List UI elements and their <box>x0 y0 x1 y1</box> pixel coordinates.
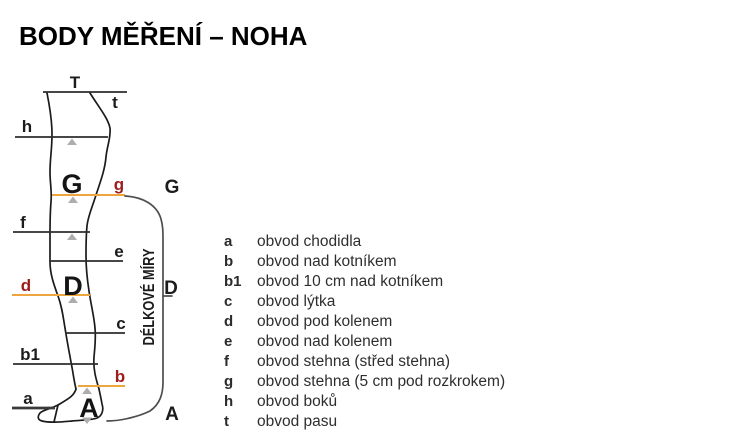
legend-row-d <box>224 312 505 332</box>
legend-description: obvod nad kotníkem <box>257 253 397 270</box>
diagram-label-G-leg: G <box>61 169 83 199</box>
diagram-label-c: c <box>116 314 126 333</box>
diagram-label-b-line: b <box>114 367 126 386</box>
diagram-label-D-bracket: D <box>164 278 178 299</box>
legend-key: t <box>224 413 229 430</box>
legend-description: obvod stehna (5 cm pod rozkrokem) <box>257 373 506 390</box>
diagram-label-G-bracket: G <box>164 177 180 198</box>
measurement-legend <box>224 232 505 432</box>
legend-row-b <box>224 252 505 272</box>
legend-description: obvod stehna (střed stehna) <box>257 353 451 370</box>
legend-row-a <box>224 232 505 252</box>
diagram-label-h: h <box>21 117 33 136</box>
diagram-label-f: f <box>20 213 26 232</box>
legend-description: obvod 10 cm nad kotníkem <box>257 273 444 290</box>
legend-key: g <box>224 373 234 390</box>
marker-triangle-up <box>67 139 77 146</box>
legend-description: obvod boků <box>257 393 338 410</box>
diagram-label-A-leg: A <box>79 393 99 423</box>
legend-description: obvod chodidla <box>257 233 362 250</box>
legend-description: obvod pasu <box>257 413 338 430</box>
legend-row-f <box>224 352 505 372</box>
legend-key: a <box>224 233 233 250</box>
diagram-label-g-line: g <box>113 175 125 194</box>
legend-description: obvod pod kolenem <box>257 313 393 330</box>
diagram-label-b1: b1 <box>20 345 40 364</box>
page-title: BODY MĚŘENÍ – NOHA <box>19 21 308 51</box>
diagram-label-a: a <box>23 389 33 408</box>
legend-key: c <box>224 293 233 310</box>
legend-row-e <box>224 332 505 352</box>
legend-row-g <box>224 372 505 392</box>
legend-key: f <box>224 353 229 370</box>
diagram-label-D-leg: D <box>63 271 83 301</box>
legend-row-h <box>224 392 505 412</box>
legend-key: e <box>224 333 233 350</box>
diagram-label-t: t <box>112 93 118 112</box>
diagram-label-e: e <box>114 242 124 261</box>
diagram-label-d-line: d <box>20 276 32 295</box>
leg-measurement-diagram <box>0 0 210 441</box>
legend-description: obvod nad kolenem <box>257 333 393 350</box>
legend-key: h <box>224 393 234 410</box>
legend-key: b <box>224 253 234 270</box>
legend-row-b1 <box>224 272 505 292</box>
length-axis-label: DÉLKOVÉ MÍRY <box>141 224 158 346</box>
legend-row-t <box>224 412 505 432</box>
diagram-label-T: T <box>69 73 81 92</box>
diagram-label-A-bracket: A <box>165 404 179 425</box>
marker-triangle-up <box>67 234 77 241</box>
legend-key: d <box>224 313 234 330</box>
legend-key: b1 <box>224 273 242 290</box>
legend-description: obvod lýtka <box>257 293 336 310</box>
legend-row-c <box>224 292 505 312</box>
